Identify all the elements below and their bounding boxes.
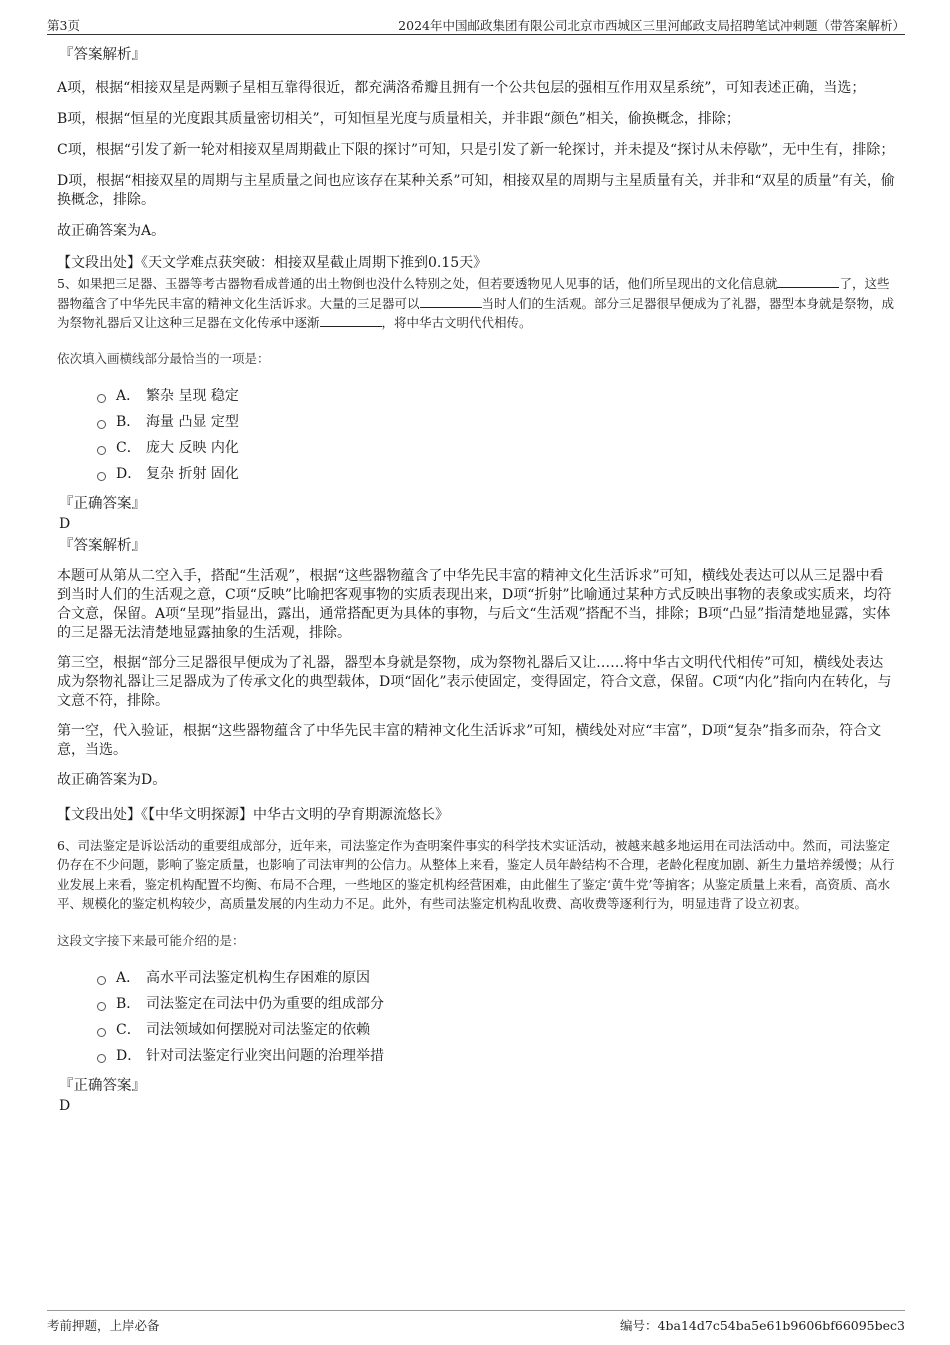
q6-question-text: 6、司法鉴定是诉讼活动的重要组成部分，近年来，司法鉴定作为查明案件事实的科学技术实证活动，被越来越多地运用在司法活动中。然而，司法鉴定仍存在不少问题，影响了鉴定质量，也影响了司法审判的公信力。从整体上来看，鉴定人员年龄结构不合理，老龄化程度加剧、新生力量培养缓慢；从行业发展上来看，鉴定机构配置不均衡、布局不合理，一些地区的鉴定机构经营困难，由此催生了鉴定‘黄牛党’等掮客；从鉴定质量上来看，高资质、高水平、规模化的鉴定机构较少，高质量发展的内生动力不足。此外，有些司法鉴定机构乱收费、高收费等逐利行为，明显违背了设立初衷。 [57, 837, 895, 911]
page-footer [47, 1310, 905, 1333]
q6-options [57, 965, 895, 1069]
fill-blank-3 [320, 314, 382, 327]
q5-analysis-para-3: 第一空，代入验证，根据“这些器物蕴含了中华先民丰富的精神文化生活诉求”可知，横线处对应“丰富”，D项“复杂”指多而杂，符合文意，当选。 [57, 722, 882, 758]
q5-analysis-label: 『答案解析』 [59, 537, 146, 554]
q6-option-c[interactable]: C． 司法领域如何摆脱对司法鉴定的依赖 [97, 1017, 895, 1043]
q6-option-d[interactable]: D． 针对司法鉴定行业突出问题的治理举措 [97, 1043, 895, 1069]
radio-icon[interactable] [97, 446, 106, 455]
q4-analysis-para-d: D项，根据“相接双星的周期与主星质量之间也应该存在某种关系”可知，相接双星的周期与主星质量有关，并非和“双星的质量”有关，偷换概念，排除。 [57, 173, 895, 208]
q6-option-b[interactable]: B． 司法鉴定在司法中仍为重要的组成部分 [97, 991, 895, 1017]
q4-analysis-para-c: C项，根据“引发了新一轮对相接双星周期截止下限的探讨”可知，只是引发了新一轮探讨，并未提及“探讨从未停歇”，无中生有，排除； [57, 142, 895, 158]
q5-analysis-para-1: 本题可从第从二空入手，搭配“生活观”，根据“这些器物蕴含了中华先民丰富的精神文化生活诉求”可知，横线处表达可以从三足器中看到当时人们的生活观之意，C项“反映”比喻把客观事物的实质表现出来，D项“折射”比喻通过某种方式反映出事物的表象或实质来，均符合文意，保留。A项“呈现”指显出，露出，通常搭配更为具体的事物，与后文“生活观”搭配不当，排除；B项“凸显”指清楚地显露，实体的三足器无法清楚地显露抽象的生活观，排除。 [57, 567, 892, 641]
q5-analysis-para-2: 第三空，根据“部分三足器很早便成为了礼器，器型本身就是祭物，成为祭物礼器后又让……将中华古文明代代相传”可知，横线处表达成为祭物礼器让三足器成为了传承文化的典型载体，D项“固化”表示使固定，变得固定，符合文意，保留。C项“内化”指向内在转化，与文意不符，排除。 [57, 654, 892, 709]
q4-analysis-para-b: B项，根据“恒星的光度跟其质量密切相关”，可知恒星光度与质量相关，并非跟“颜色”相关，偷换概念，排除； [57, 111, 740, 127]
footer-slogan: 考前押题，上岸必备 [47, 1318, 160, 1333]
page-content [57, 44, 895, 1115]
fill-blank-2 [420, 295, 482, 308]
q5-option-c[interactable]: C． 庞大 反映 内化 [97, 435, 895, 461]
q5-question-text: 5、如果把三足器、玉器等考古器物看成普通的出土物倒也没什么特别之处，但若要透物见人见事的话，他们所呈现出的文化信息就 了，这些器物蕴含了中华先民丰富的精神文化生活诉求。大量的三足器可以 当时人们的生活观。部分三足器很早便成为了礼器，器型本身就是祭物，成为祭物礼器后又让这种三足器在文化传承中逐渐 ，将中华古文明代代相传。 [57, 276, 895, 330]
document-id: 编号：4ba14d7c54ba5e61b9606bf66095bec3 [620, 1318, 905, 1333]
q5-option-a[interactable]: A． 繁杂 呈现 稳定 [97, 383, 895, 409]
q5-conclusion: 故正确答案为D。 [57, 771, 167, 788]
q5-prompt: 依次填入画横线部分最恰当的一项是： [57, 350, 270, 366]
fill-blank-1 [777, 275, 839, 288]
q6-prompt: 这段文字接下来最可能介绍的是： [57, 932, 245, 948]
document-title: 2024年中国邮政集团有限公司北京市西城区三里河邮政支局招聘笔试冲刺题（带答案解析） [398, 18, 905, 33]
radio-icon[interactable] [97, 394, 106, 403]
q5-correct-answer: D [59, 515, 71, 532]
q4-analysis-para-a: A项，根据“相接双星是两颗子星相互靠得很近，都充满洛希瓣且拥有一个公共包层的强相互作用双星系统”，可知表述正确，当选； [57, 80, 866, 96]
q4-conclusion: 故正确答案为A。 [57, 223, 166, 239]
q5-options [57, 383, 895, 487]
q6-option-a[interactable]: A． 高水平司法鉴定机构生存困难的原因 [97, 965, 895, 991]
q4-analysis-label: 『答案解析』 [59, 47, 146, 63]
radio-icon[interactable] [97, 472, 106, 481]
q5-correct-label: 『正确答案』 [59, 495, 146, 512]
q5-source: 【文段出处】《【中华文明探源】中华古文明的孕育期源流悠长》 [57, 806, 449, 823]
radio-icon[interactable] [97, 1002, 106, 1011]
q4-source: 【文段出处】《天文学难点获突破：相接双星截止周期下推到0.15天》 [57, 255, 488, 271]
radio-icon[interactable] [97, 976, 106, 985]
q6-correct-label: 『正确答案』 [59, 1077, 146, 1094]
radio-icon[interactable] [97, 420, 106, 429]
q5-option-b[interactable]: B． 海量 凸显 定型 [97, 409, 895, 435]
q5-option-d[interactable]: D． 复杂 折射 固化 [97, 461, 895, 487]
q6-correct-answer: D [59, 1097, 71, 1114]
page-header [47, 14, 905, 35]
radio-icon[interactable] [97, 1054, 106, 1063]
radio-icon[interactable] [97, 1028, 106, 1037]
page-number: 第3页 [47, 18, 80, 33]
